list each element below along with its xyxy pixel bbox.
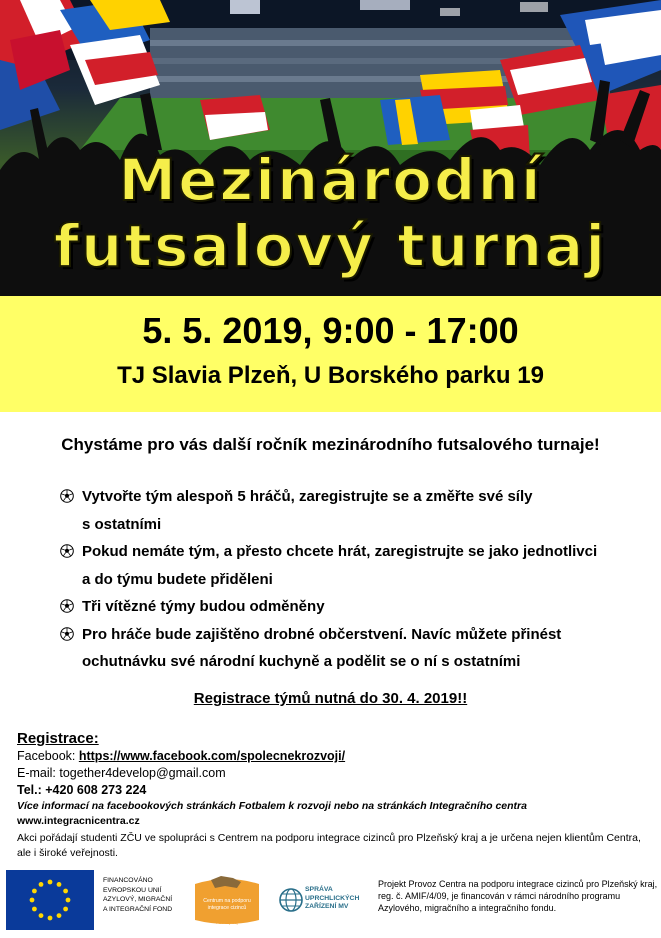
- soccer-ball-icon: [60, 544, 74, 558]
- intro-text: Chystáme pro vás další ročník mezinárodního futsalového turnaje!: [61, 435, 600, 454]
- project-note: Projekt Provoz Centra na podporu integrace cizinců pro Plzeňský kraj, reg. č. AMIF/4/09, je financován v rámci národního programu Azylového, migračního a integračního fondu.: [378, 879, 658, 913]
- mv-logo-line: SPRÁVA: [305, 886, 333, 893]
- list-item-line1: Pokud nemáte tým, a přesto chcete hrát, zaregistrujte se jako jednotlivci: [82, 543, 598, 560]
- list-item: [60, 538, 650, 593]
- hero-title-line2: futsalový turnaj: [53, 212, 608, 280]
- centrum-logo-line: Plzeňský kraj: [216, 921, 238, 925]
- email-line[interactable]: E-mail: together4develop@gmail.com: [17, 766, 226, 780]
- list-item: [60, 483, 650, 538]
- registration-deadline: Registrace týmů nutná do 30. 4. 2019!!: [193, 690, 468, 707]
- feature-list: [60, 483, 650, 676]
- centrum-logo-line: Centrum na podporu: [203, 898, 251, 904]
- list-item: [60, 621, 650, 676]
- list-item-line2: ochutnávku své národní kuchyně a podělit se o ní s ostatními: [82, 653, 521, 670]
- eu-fund-line: AZYLOVÝ, MIGRAČNÍ: [103, 896, 173, 903]
- event-info-band: [0, 296, 661, 412]
- mv-logo-text: [305, 886, 375, 912]
- centrum-logo-line: integrace cizinců: [207, 905, 247, 911]
- eu-flag-icon: [6, 870, 94, 930]
- list-item-line1: Vytvořte tým alespoň 5 hráčů, zaregistrujte se a změřte své síly: [82, 488, 533, 505]
- list-item-line2: a do týmu budete přiděleni: [82, 570, 273, 588]
- eu-fund-line: FINANCOVÁNO: [103, 877, 153, 884]
- mv-logo-line: ZAŘÍZENÍ MV: [305, 903, 349, 910]
- facebook-link[interactable]: https://www.facebook.com/spolecnekrozvoji/: [78, 749, 346, 763]
- list-item-line1: Pro hráče bude zajištěno drobné občerstvení. Navíc můžete přinést: [82, 625, 562, 643]
- list-item-line2: s ostatními: [82, 515, 162, 533]
- phone-line: Tel.: +420 608 273 224: [17, 783, 147, 797]
- eu-fund-line: EVROPSKOU UNIÍ: [103, 886, 162, 894]
- eu-fund-line: A INTEGRAČNÍ FOND: [103, 905, 173, 913]
- eu-fund-text: [103, 876, 193, 914]
- list-item: [60, 593, 650, 621]
- website-link[interactable]: www.integracnicentra.cz: [17, 815, 140, 827]
- mv-logo-line: UPRCHLICKÝCH: [305, 894, 360, 902]
- facebook-line: [17, 748, 652, 765]
- soccer-ball-icon: [60, 489, 74, 503]
- list-item-line1: Tři vítězné týmy budou odměněny: [82, 598, 325, 615]
- hero-banner: [0, 0, 661, 296]
- footer-logos: [0, 866, 661, 938]
- event-venue: TJ Slavia Plzeň, U Borského parku 19: [117, 362, 544, 389]
- more-info-text: Více informací na facebookových stránkách Fotbalem k rozvoji nebo na stránkách Integračního centra: [17, 800, 527, 812]
- registration-section: [17, 730, 652, 861]
- hero-title-line1: Mezinárodní: [118, 146, 543, 214]
- registration-title: Registrace:: [17, 730, 99, 747]
- soccer-ball-icon: [60, 627, 74, 641]
- centrum-logo: [187, 870, 267, 930]
- organizers-note: Akci pořádají studenti ZČU ve spolupráci s Centrem na podporu integrace cizinců pro Plzeňský kraj a je určena nejen klientům Centra, ale i široké veřejnosti.: [17, 832, 641, 859]
- event-date-time: 5. 5. 2019, 9:00 - 17:00: [142, 310, 519, 351]
- soccer-ball-icon: [60, 599, 74, 613]
- facebook-label: Facebook:: [17, 749, 79, 763]
